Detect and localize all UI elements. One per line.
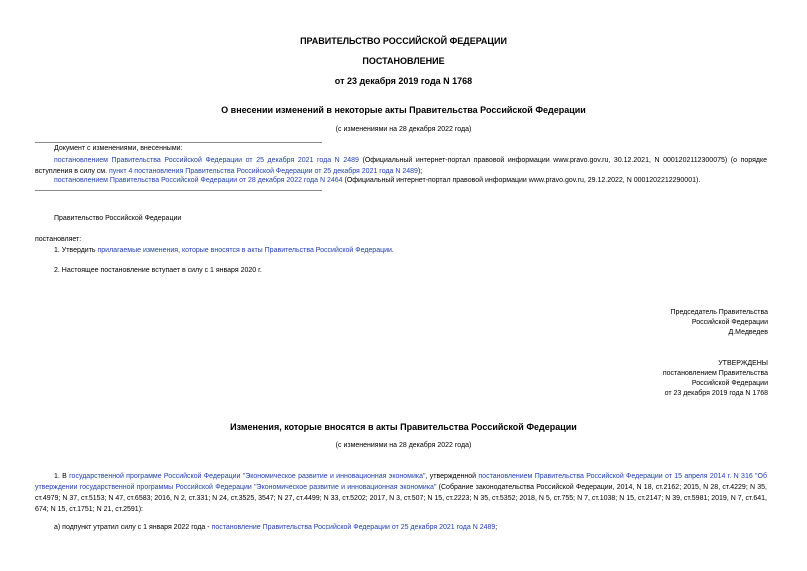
amendment-item-1: постановлением Правительства Российской Федерации от 25 декабря 2021 года N 2489 (Официальный интернет-портал правовой информации www.pravo.gov.ru, 30.12.2021, N 0001202112300075) (о порядке вступления в силу см. пункт 4 постановления Правительства Российской Федерации от 25 декабря 2021 года N 2489);	[35, 157, 768, 175]
document-title: О внесении изменений в некоторые акты Правительства Российской Федерации	[221, 105, 586, 115]
header-date: от 23 декабря 2019 года N 1768	[334, 76, 473, 86]
header-doc-type: ПОСТАНОВЛЕНИЕ	[362, 56, 445, 66]
divider-top	[35, 142, 322, 143]
divider-bottom	[35, 190, 322, 191]
amendment-link-1b[interactable]: пункт 4 постановления Правительства Российской Федерации от 25 декабря 2021 года N 2489	[109, 168, 418, 175]
decree-316-link[interactable]: постановлением Правительства Российской Федерации от 15 апреля 2014 г. N 316 "Об утверждении государственной программы Российской Федерации "Экономическое развитие и инновационная экономика"	[35, 473, 767, 491]
state-program-link[interactable]: государственной программе Российской Федерации "Экономическое развитие и инновационная экономика"	[69, 473, 426, 480]
approval-line-4: от 23 декабря 2019 года N 1768	[664, 390, 768, 397]
amendment-link-2[interactable]: постановлением Правительства Российской Федерации от 28 декабря 2022 года N 2464	[54, 177, 343, 184]
decree-2489-link[interactable]: постановление Правительства Российской Федерации от 25 декабря 2021 года N 2489	[211, 524, 496, 531]
changes-subparagraph-a: а) подпункт утратил силу с 1 января 2022 года - постановление Правительства Российской Федерации от 25 декабря 2021 года N 2489;	[54, 524, 498, 531]
changes-revision-note: (с изменениями на 28 декабря 2022 года)	[335, 442, 472, 449]
changes-title: Изменения, которые вносятся в акты Правительства Российской Федерации	[230, 422, 577, 432]
paragraph-1: 1. Утвердить прилагаемые изменения, которые вносятся в акты Правительства Российской Федерации.	[54, 247, 394, 254]
government-label: Правительство Российской Федерации	[54, 215, 182, 222]
signature-line-3: Д.Медведев	[728, 329, 768, 336]
changes-paragraph-1: 1. В государственной программе Российской Федерации "Экономическое развитие и инновационная экономика", утвержденной постановлением Правительства Российской Федерации от 15 апреля 2014 г. N 316 "Об утверждении государственной программы Российской Федерации "Экономическое развитие и инновационная экономика" (Собрание законодательства Российской Федерации, 2014, N 18, ст.2162; 2015, N 28, ст.4229; N 35, ст.4979; N 37, ст.5153; N 47, ст.6583; 2016, N 2, ст.331; N 24, ст.3525, 3547; N 27, ст.4499; N 33, ст.5202; 2017, N 3, ст.507; N 15, ст.2223; N 35, ст.5352; 2018, N 5, ст.755; N 7, ст.1038; N 15, ст.2147; N 39, ст.5981; 2019, N 7, ст.641, 674; N 15, ст.1751; N 21, ст.2591):	[35, 473, 768, 513]
approval-line-3: Российской Федерации	[691, 380, 768, 387]
revision-note: (с изменениями на 28 декабря 2022 года)	[335, 126, 472, 133]
amendments-intro: Документ с изменениями, внесенными:	[54, 145, 183, 152]
approval-line-2: постановлением Правительства	[662, 370, 768, 377]
approved-changes-link[interactable]: прилагаемые изменения, которые вносятся в акты Правительства Российской Федерации	[97, 247, 392, 254]
amendment-item-2: постановлением Правительства Российской Федерации от 28 декабря 2022 года N 2464 (Официальный интернет-портал правовой информации www.pravo.gov.ru, 29.12.2022, N 0001202212290001).	[54, 177, 701, 184]
approval-line-1: УТВЕРЖДЕНЫ	[718, 360, 768, 367]
amendment-link-1[interactable]: постановлением Правительства Российской Федерации от 25 декабря 2021 года N 2489	[54, 157, 359, 164]
paragraph-2: 2. Настоящее постановление вступает в силу с 1 января 2020 г.	[54, 267, 262, 274]
signature-line-2: Российской Федерации	[691, 319, 768, 326]
decrees-label: постановляет:	[35, 236, 82, 243]
header-org: ПРАВИТЕЛЬСТВО РОССИЙСКОЙ ФЕДЕРАЦИИ	[300, 36, 507, 46]
signature-line-1: Председатель Правительства	[670, 309, 768, 316]
